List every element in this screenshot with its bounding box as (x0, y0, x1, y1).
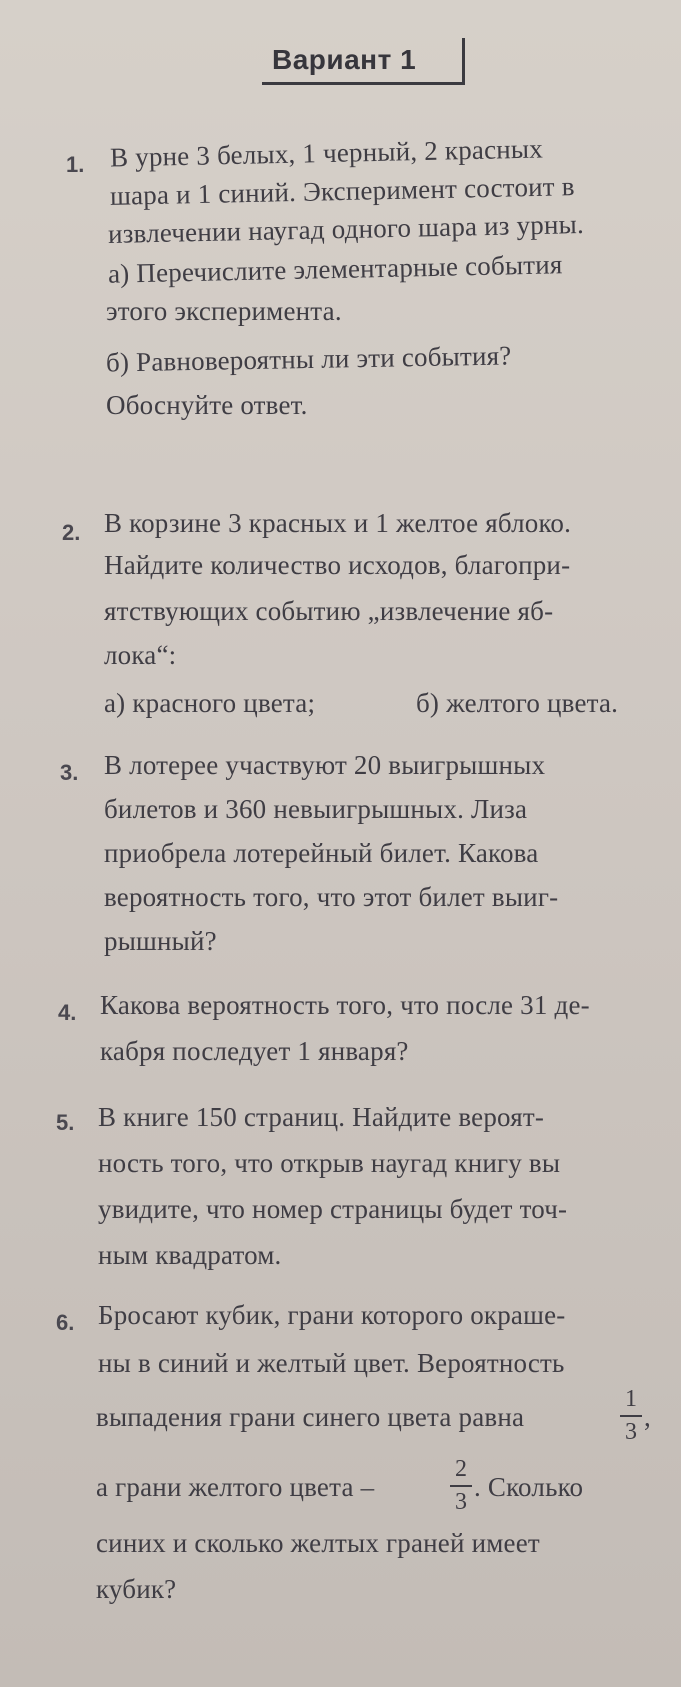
problem-line: приобрела лотерейный билет. Какова (104, 838, 539, 868)
problem-line: В книге 150 страниц. Найдите вероят- (98, 1102, 545, 1132)
problem-line: ны в синий и желтый цвет. Вероятность (98, 1348, 565, 1378)
problem-line: извлечении наугад одного шара из урны. (107, 209, 585, 249)
problem-line: В урне 3 белых, 1 черный, 2 красных (109, 133, 544, 173)
problem-line: синих и сколько желтых граней имеет (96, 1528, 540, 1558)
fraction-two-thirds: 2 3 (450, 1456, 472, 1516)
problem-line: В корзине 3 красных и 1 желтое яблоко. (104, 508, 572, 538)
problem-line: вероятность того, что этот билет выиг- (104, 882, 559, 912)
problem-line: рышный? (104, 926, 217, 956)
problem-line: кубик? (96, 1574, 177, 1604)
problem-line: . Сколько (474, 1472, 584, 1502)
fraction-one-third: 1 3 (620, 1386, 642, 1446)
problem-line: ность того, что открыв наугад книгу вы (98, 1148, 561, 1178)
problem-line: Найдите количество исходов, благопри- (104, 550, 571, 580)
problem-line: Обоснуйте ответ. (106, 390, 308, 420)
problem-line: б) Равновероятны ли эти события? (105, 340, 512, 378)
problem-line: кабря последует 1 января? (100, 1036, 409, 1066)
problem-line: Какова вероятность того, что после 31 де- (100, 990, 590, 1020)
problem-line: ятствующих событию „извлечение яб- (104, 596, 554, 626)
problem-number: 1. (66, 152, 85, 177)
problem-line: В лотерее участвуют 20 выигрышных (104, 750, 546, 780)
problem-line: , (644, 1402, 651, 1432)
problem-line: Бросают кубик, грани которого окраше- (98, 1300, 566, 1330)
problem-line: выпадения грани синего цвета равна (96, 1402, 525, 1432)
problem-number: 5. (56, 1110, 75, 1135)
problem-line: шара и 1 синий. Эксперимент состоит в (109, 171, 575, 211)
problem-line: ным квадратом. (98, 1240, 282, 1270)
problem-number: 2. (62, 520, 81, 545)
problem-line: а) Перечислите элементарные события (107, 249, 563, 289)
page-title: Вариант 1 (272, 44, 417, 75)
problem-number: 3. (60, 760, 79, 785)
problem-number: 6. (56, 1310, 75, 1335)
problem-line: лока“: (104, 640, 177, 670)
problem-line: билетов и 360 невыигрышных. Лиза (104, 794, 528, 824)
problem-line: увидите, что номер страницы будет точ- (98, 1194, 568, 1224)
problem-number: 4. (58, 1000, 77, 1025)
problem-line: этого эксперимента. (106, 296, 342, 326)
option-b: б) желтого цвета. (416, 688, 619, 718)
problem-line: а грани желтого цвета – (96, 1472, 375, 1502)
option-a: а) красного цвета; (104, 688, 316, 718)
